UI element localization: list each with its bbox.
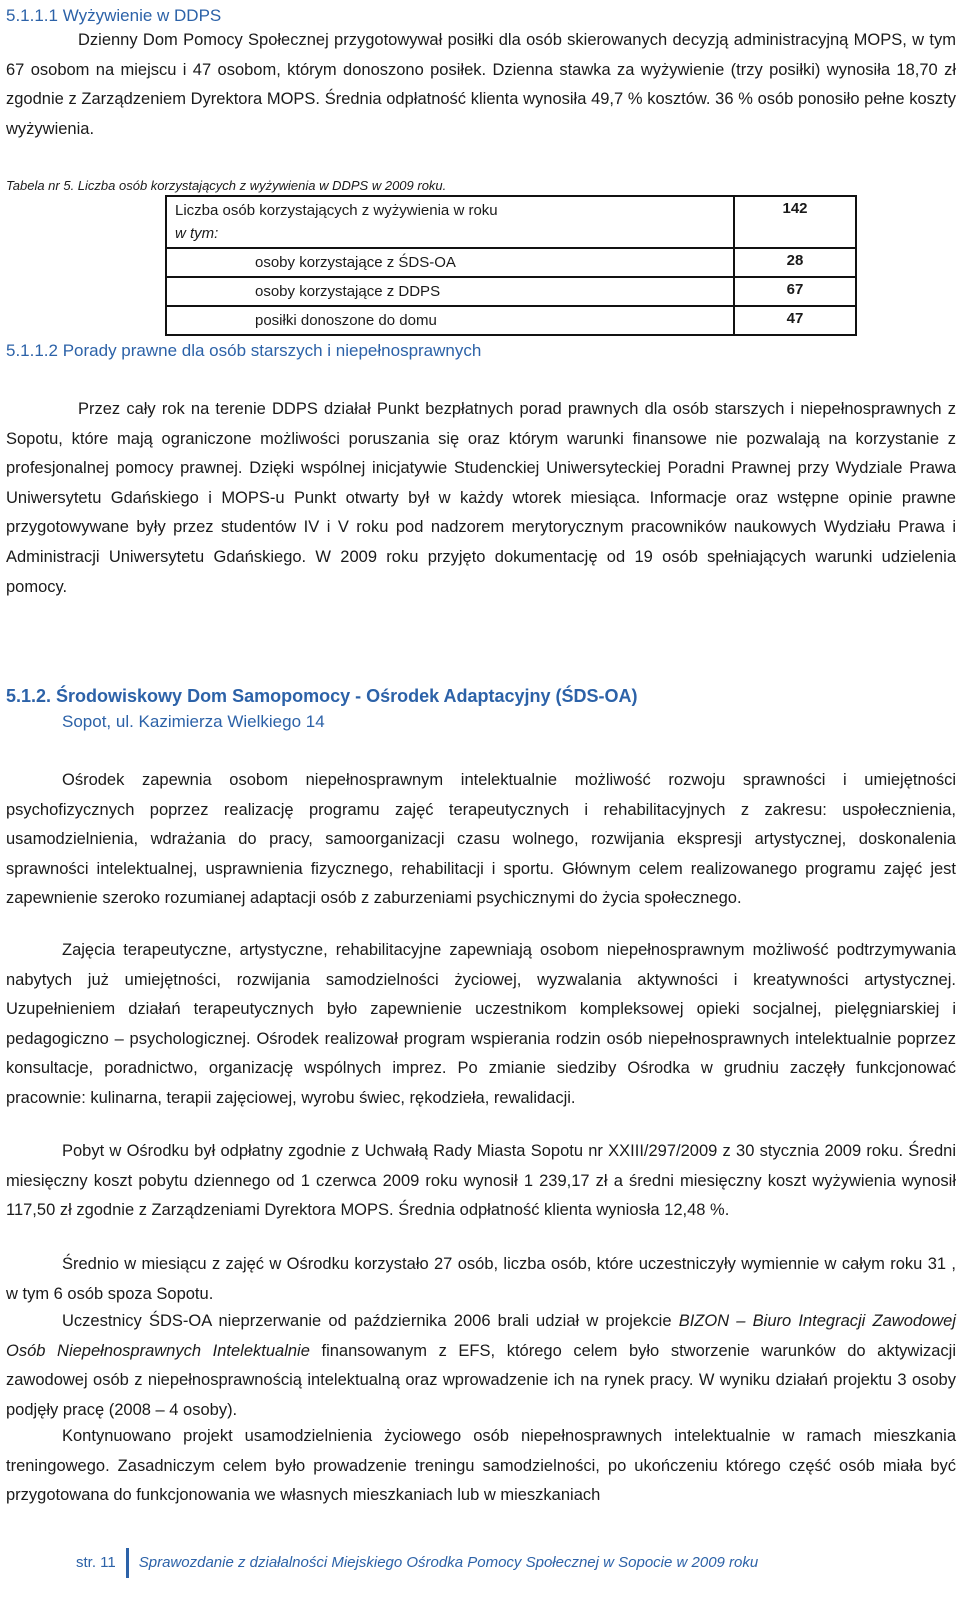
- row-label: osoby korzystające z ŚDS-OA: [166, 248, 734, 277]
- meals-table: [165, 195, 857, 336]
- row-value: 47: [734, 306, 856, 335]
- paragraph-meals: Dzienny Dom Pomocy Społecznej przygotowywał posiłki dla osób skierowanych decyzją administracyjną MOPS, w tym 67 osobom na miejscu i 47 osobom, którym donoszono posiłek. Dzienna stawka za wyżywienie (trzy posiłki) wynosiła 18,70 zł zgodnie z Zarządzeniem Dyrektora MOPS. Średnia odpłatność klienta wynosiła 49,7 % kosztów. 36 % osób ponosiło pełne koszty wyżywienia.: [6, 31, 956, 138]
- table-caption: Tabela nr 5. Liczba osób korzystających z wyżywienia w DDPS w 2009 roku.: [6, 178, 447, 193]
- paragraph-sds-4: Średnio w miesiącu z zajęć w Ośrodku korzystało 27 osób, liczba osób, które uczestniczyły wymiennie w całym roku 31 , w tym 6 osób spoza Sopotu.: [6, 1255, 956, 1303]
- page-footer: [76, 1548, 758, 1578]
- heading-512: 5.1.2. Środowiskowy Dom Samopomocy - Ośrodek Adaptacyjny (ŚDS-OA): [6, 686, 638, 706]
- row-value: 67: [734, 277, 856, 306]
- paragraph-sds-1: Ośrodek zapewnia osobom niepełnosprawnym intelektualnie możliwość rozwoju sprawności i umiejętności psychofizycznych poprzez realizację programu zajęć terapeutycznych i rehabilitacyjnych z zakresu: uspołecznienia, usamodzielnienia, wdrażania do pracy, samoorganizacji czasu wolnego, rozwijania ekspresji artystycznej, doskonalenia sprawności intelektualnej, usprawnienia fizycznego, rehabilitacji i sportu. Głównym celem realizowanego programu zajęć jest zapewnienie szeroko rozumianej adaptacji osób z zaburzeniami psychicznymi do życia społecznego.: [6, 771, 956, 908]
- paragraph-sds-2: Zajęcia terapeutyczne, artystyczne, rehabilitacyjne zapewniają osobom niepełnosprawnym możliwość podtrzymywania nabytych już umiejętności, rozwijania samodzielności życiowej, wyzwalania aktywności i kreatywności artystycznej. Uzupełnieniem działań terapeutycznych było zapewnienie uczestnikom kompleksowej opieki socjalnej, pielęgniarskiej i pedagogiczno – psychologicznej. Ośrodek realizował program wspierania rodzin osób niepełnosprawnych intelektualnie poprzez konsultacje, poradnictwo, organizację wspólnych imprez. Po zmianie siedziby Ośrodka w grudniu zaczęły funkcjonować pracownie: kulinarna, terapii zajęciowej, wyrobu świec, rękodzieła, rewalidacji.: [6, 941, 956, 1107]
- p5-text-after: finansowanym z EFS, którego celem było stworzenie warunków do aktywizacji zawodowej osób z niepełnosprawnością intelektualną oraz wprowadzenie ich na rynek pracy. W wyniku działań projektu 3 osoby podjęły pracę (2008 – 4 osoby).: [6, 1341, 957, 1419]
- row-label: osoby korzystające z DDPS: [166, 277, 734, 306]
- heading-5111: 5.1.1.1 Wyżywienie w DDPS: [6, 6, 222, 25]
- address: Sopot, ul. Kazimierza Wielkiego 14: [62, 712, 325, 731]
- total-label: Liczba osób korzystających z wyżywienia w roku: [175, 202, 498, 219]
- table-row: [166, 306, 856, 335]
- table-row: [166, 248, 856, 277]
- paragraph-sds-5: [6, 1307, 956, 1425]
- row-value: 28: [734, 248, 856, 277]
- footer-divider: [126, 1548, 129, 1578]
- table-row-total: [166, 196, 856, 248]
- footer-title: Sprawozdanie z działalności Miejskiego Ośrodka Pomocy Społecznej w Sopocie w 2009 roku: [138, 1553, 759, 1571]
- row-label: posiłki donoszone do domu: [166, 306, 734, 335]
- paragraph-sds-3: Pobyt w Ośrodku był odpłatny zgodnie z Uchwałą Rady Miasta Sopotu nr XXIII/297/2009 z 30 stycznia 2009 roku. Średni miesięczny koszt pobytu dziennego od 1 czerwca 2009 roku wynosił 1 239,17 zł a średni miesięczny koszt wyżywienia wynosił 117,50 zł zgodnie z Zarządzeniami Dyrektora MOPS. Średnia odpłatność klienta wyniosła 12,48 %.: [6, 1142, 956, 1220]
- p5-project-name: BIZON – Biuro Integracji Zawodowej Osób Niepełnosprawnych Intelektualnie: [6, 1312, 956, 1360]
- p5-text-before: Uczestnicy ŚDS-OA nieprzerwanie od października 2006 brali udział w projekcie: [62, 1312, 679, 1330]
- total-value: 142: [734, 196, 856, 248]
- paragraph-sds-6: Kontynuowano projekt usamodzielnienia życiowego osób niepełnosprawnych intelektualnie w ramach mieszkania treningowego. Zasadniczym celem było prowadzenie treningu samodzielności, po ukończeniu którego część osób miała być przygotowana do funkcjonowania we własnych mieszkaniach lub w mieszkaniach: [6, 1427, 956, 1505]
- paragraph-legal-advice: Przez cały rok na terenie DDPS działał Punkt bezpłatnych porad prawnych dla osób starszych i niepełnosprawnych z Sopotu, które mają ograniczone możliwości poruszania się oraz którym warunki finansowe nie pozwalają na korzystanie z profesjonalnej pomocy prawnej. Dzięki wspólnej inicjatywie Studenckiej Uniwersyteckiej Poradni Prawnej przy Wydziale Prawa Uniwersytetu Gdańskiego i MOPS-u Punkt otwarty był w każdy wtorek miesiąca. Informacje oraz wstępne opinie prawne przygotowywane były przez studentów IV i V roku pod nadzorem merytorycznym pracowników naukowych Wydziału Prawa i Administracji Uniwersytetu Gdańskiego. W 2009 roku przyjęto dokumentację od 19 osób spełniających warunki udzielenia pomocy.: [6, 400, 956, 596]
- table-cell-label: [166, 196, 734, 248]
- page-number: str. 11: [76, 1553, 116, 1571]
- of-which-label: w tym:: [175, 225, 219, 242]
- heading-5112: 5.1.1.2 Porady prawne dla osób starszych i niepełnosprawnych: [6, 341, 482, 360]
- table-row: [166, 277, 856, 306]
